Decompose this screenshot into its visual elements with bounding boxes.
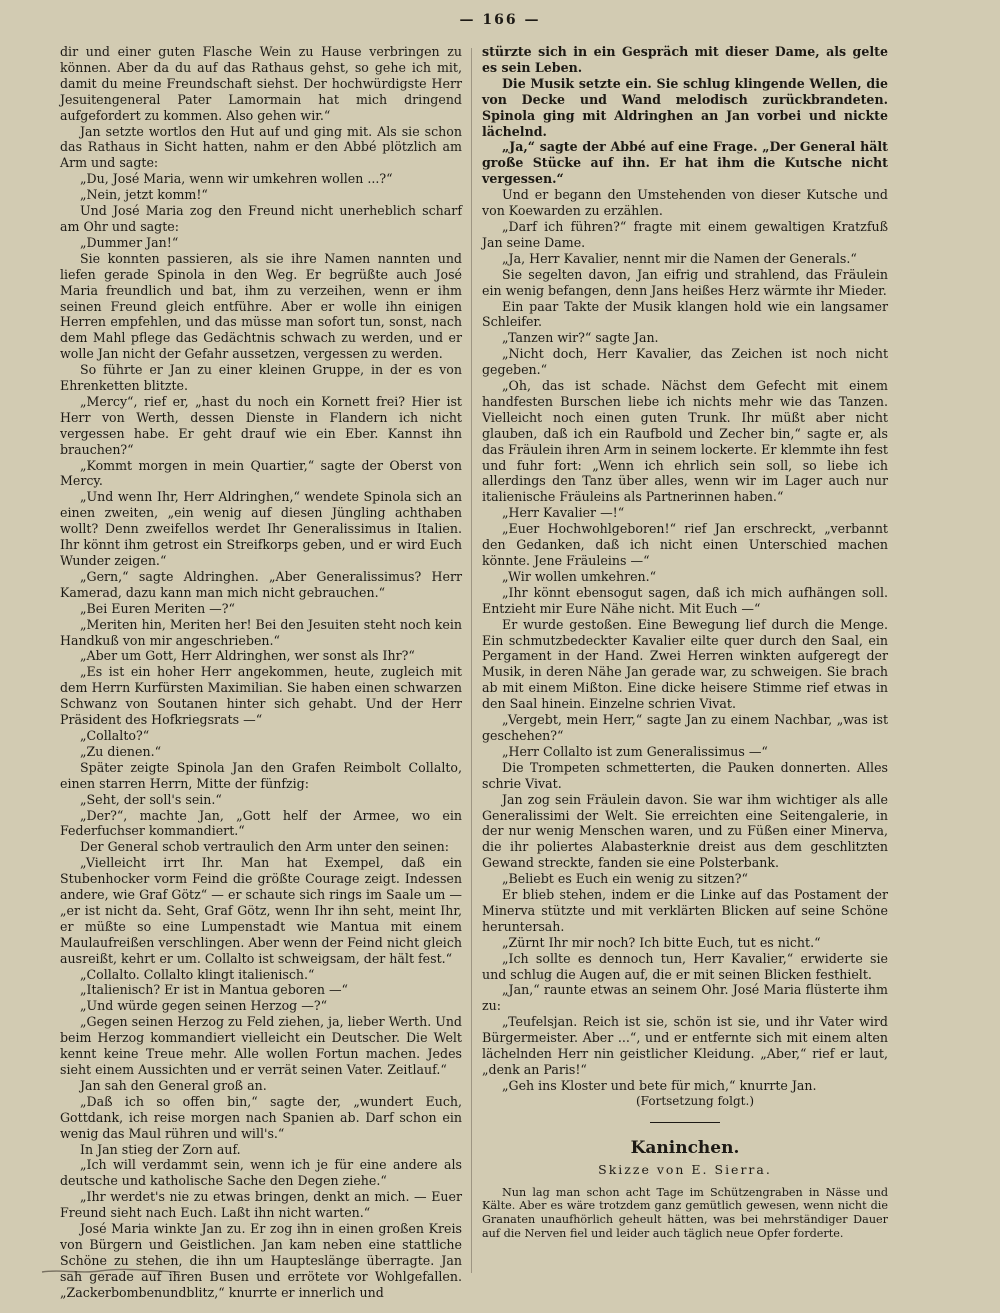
paragraph: „Der?“, machte Jan, „Gott helf der Armee, wo ein Federfuchser kommandiert.“ [60,807,462,839]
column-rule [471,48,472,1273]
paragraph: „Und würde gegen seinen Herzog —?“ [80,998,328,1014]
paragraph: „Ja,“ sagte der Abbé auf eine Frage. „Der General hält große Stücke auf ihn. Er hat ihm die Kutsche nicht vergessen.“ [482,139,888,187]
paragraph: José Maria winkte Jan zu. Er zog ihn in einen großen Kreis von Bürgern und Geistlichen. Jan kam neben eine stattliche Schöne zu stehen, die ihn um Haupteslänge überragte. Jan sah gerade auf ihren Busen und errötete vor Wohlgefallen. „Zackerbombenundblitz,“ knurrte er innerlich und [60,1221,462,1300]
paragraph: Er wurde gestoßen. Eine Bewegung lief durch die Menge. Ein schmutzbedeckter Kavalier eilte quer durch den Saal, ein Pergament in der Hand. Zwei Herren winkten aufgeregt der Musik, in deren Nähe Jan gerade war, zu schweigen. Sie brach ab mit einem Mißton. Eine dicke heisere Stimme rief etwas in den Saal hinein. Einzelne schrien Vivat. [482,616,888,712]
page-number: — 166 — [459,12,541,28]
paragraph: Der General schob vertraulich den Arm unter den seinen: [80,839,449,855]
story-byline: Skizze von E. Sierra. [598,1161,772,1177]
paragraph: „Collalto?“ [80,727,150,743]
paragraph: „Geh ins Kloster und bete für mich,“ knurrte Jan. [502,1077,817,1093]
story-paragraph: Nun lag man schon acht Tage im Schützengraben in Nässe und Kälte. Aber es wäre trotzdem ganz gemütlich gewesen, wenn nicht die Granaten unaufhörlich geheult hätten, was bei mehrständiger Dauer auf die Nerven fiel und leider auch täglich neue Opfer forderte. [482,1185,888,1240]
paragraph: „Es ist ein hoher Herr angekommen, heute, zugleich mit dem Herrn Kurfürsten Maximilian. Sie haben einen schwarzen Schwanz von Soutanen hinter sich gehabt. Und der Herr Präsident des Hofkriegsrats —“ [60,664,462,728]
paragraph: stürzte sich in ein Gespräch mit dieser Dame, als gelte es sein Leben. [482,44,888,75]
paragraph: Jan setzte wortlos den Hut auf und ging mit. Als sie schon das Rathaus in Sicht hatten, nahm er den Abbé plötzlich am Arm und sagte: [60,123,462,171]
paragraph: „Euer Hochwohlgeboren!“ rief Jan erschreckt, „verbannt den Gedanken, daß ich nicht einen Unterschied machen könnte. Jene Fräuleins —“ [482,521,888,568]
paragraph: „Und wenn Ihr, Herr Aldringhen,“ wendete Spinola sich an einen zweiten, „ein wenig auf diesen Jüngling achthaben wollt? Denn zweifellos werdet Ihr Generalissimus in Italien. Ihr könnt ihm getrost ein Streifkorps geben, und er wird Euch Wunder zeigen.“ [60,489,462,568]
paragraph: „Teufelsjan. Reich ist sie, schön ist sie, und ihr Vater wird Bürgermeister. Aber ...“, und er entfernte sich mit einem alten lächelnden Herr nin geistlicher Kleidung. „Aber,“ rief er laut, „denk an Paris!“ [482,1014,888,1077]
paragraph: „Darf ich führen?“ fragte mit einem gewaltigen Kratzfuß Jan seine Dame. [482,218,888,250]
paragraph: „Gern,“ sagte Aldringhen. „Aber Generalissimus? Herr Kamerad, dazu kann man mich nicht gebrauchen.“ [60,568,462,600]
paragraph: „Collalto. Collalto klingt italienisch.“ [80,966,315,982]
paragraph: Sie konnten passieren, als sie ihre Namen nannten und liefen gerade Spinola in den Weg. Er begrüßte auch José Maria freundlich und bat, ihm zu verzeihen, wenn er ihm seinen Freund gleich entführe. Aber er wolle ihn einigen Herren empfehlen, und das müsse man sofort tun, sonst, nach dem Mahl pflege das Gedächtnis schwach zu werden, und er wolle Jan nicht der Gefahr aussetzen, vergessen zu werden. [60,250,462,362]
paragraph: „Aber um Gott, Herr Aldringhen, wer sonst als Ihr?“ [80,648,415,664]
margin-scribble [40,1265,190,1277]
paragraph: „Vielleicht irrt Ihr. Man hat Exempel, daß ein Stubenhocker vorm Feind die größte Courage zeigt. Indessen andere, wie Graf Götz“ — er schaute sich rings im Saale um — „er ist nicht da. Seht, Graf Götz, wenn Ihr ihn seht, meint Ihr, er müßte so eine Lumpenstadt wie Mantua mit einem Maulaufreißen verschlingen. Aber wenn der Feind nicht gleich ausreißt, kehrt er um. Collalto ist schweigsam, der hält fest.“ [60,855,462,966]
story-title: Kaninchen. [630,1137,740,1158]
paragraph: Sie segelten davon, Jan eifrig und strahlend, das Fräulein ein wenig befangen, denn Jans heißes Herz wärmte ihr Mieder. [482,266,888,298]
paragraph: „Herr Kavalier —!“ [502,505,625,521]
paragraph: Er blieb stehen, indem er die Linke auf das Postament der Minerva stützte und mit verklärten Blicken auf seine Schöne heruntersah. [482,887,888,934]
paragraph: „Italienisch? Er ist in Mantua geboren —“ [80,982,348,998]
paragraph: „Seht, der soll's sein.“ [80,791,222,807]
paragraph: „Zürnt Ihr mir noch? Ich bitte Euch, tut es nicht.“ [502,934,821,950]
paragraph: „Zu dienen.“ [80,743,162,759]
paragraph: Die Musik setzte ein. Sie schlug klingende Wellen, die von Decke und Wand melodisch zurückbrandeten. Spinola ging mit Aldringhen an Jan vorbei und nickte lächelnd. [482,75,888,139]
paragraph: „Nicht doch, Herr Kavalier, das Zeichen ist noch nicht gegeben.“ [482,346,888,378]
paragraph: Ein paar Takte der Musik klangen hold wie ein langsamer Schleifer. [482,298,888,330]
paragraph: „Nein, jetzt komm!“ [80,187,208,203]
paragraph: „Du, José Maria, wenn wir umkehren wollen ...?“ [80,171,393,187]
paragraph: „Herr Collalto ist zum Generalissimus —“ [502,743,768,759]
paragraph: Jan sah den General groß an. [80,1077,267,1093]
paragraph: „Daß ich so offen bin,“ sagte der, „wundert Euch, Gottdank, ich reise morgen nach Spanien ab. Darf schon ein wenig das Maul rühren und will's.“ [60,1093,462,1141]
paragraph: „Ja, Herr Kavalier, nennt mir die Namen der Generals.“ [502,250,857,266]
paragraph: „Meriten hin, Meriten her! Bei den Jesuiten steht noch kein Handkuß von mir angeschrieben.“ [60,616,462,648]
paragraph: „Kommt morgen in mein Quartier,“ sagte der Oberst von Mercy. [60,457,462,489]
paragraph: „Jan,“ raunte etwas an seinem Ohr. José Maria flüsterte ihm zu: [482,982,888,1014]
paragraph: „Oh, das ist schade. Nächst dem Gefecht mit einem handfesten Burschen liebe ich nichts mehr wie das Tanzen. Vielleicht noch einen guten Trunk. Ihr müßt aber nicht glauben, daß ich ein Raufbold und Zecher bin,“ sagte er, als das Fräulein ihren Arm in seinem lockerte. Er klemmte ihn fest und fuhr fort: „Wenn ich ehrlich sein soll, so liebe ich allerdings den Tanz über alles, wenn wir im Lager auch nur italienische Fräuleins als Partnerinnen haben.“ [482,378,888,505]
paragraph: „Vergebt, mein Herr,“ sagte Jan zu einem Nachbar, „was ist geschehen?“ [482,712,888,743]
section-divider [650,1122,720,1123]
paragraph: „Mercy“, rief er, „hast du noch ein Kornett frei? Hier ist Herr von Werth, dessen Dienste in Flandern ich nicht vergessen habe. Er geht drauf wie ein Eber. Kannst ihn brauchen?“ [60,393,462,457]
paragraph: „Ihr könnt ebensogut sagen, daß ich mich aufhängen soll. Entzieht mir Eure Nähe nicht. Mit Euch —“ [482,584,888,616]
paragraph: Und José Maria zog den Freund nicht unerheblich scharf am Ohr und sagte: [60,203,462,234]
paragraph: „Dummer Jan!“ [80,234,179,250]
paragraph: „Beliebt es Euch ein wenig zu sitzen?“ [502,871,748,887]
paragraph: dir und einer guten Flasche Wein zu Hause verbringen zu können. Aber da du auf das Rathaus gehst, so gehe ich mit, damit du meine Freundschaft siehst. Der hochwürdigste Herr Jesuitengeneral Pater Lamormain hat mich dringend aufgefordert zu kommen. Also gehen wir.“ [60,44,462,123]
left-column [60,44,462,1301]
paragraph: „Ich sollte es dennoch tun, Herr Kavalier,“ erwiderte sie und schlug die Augen auf, die er mit seinen Blicken festhielt. [482,950,888,982]
paragraph: „Tanzen wir?“ sagte Jan. [502,330,659,346]
paragraph: „Ich will verdammt sein, wenn ich je für eine andere als deutsche und katholische Sache den Degen ziehe.“ [60,1157,462,1189]
paragraph: „Bei Euren Meriten —?“ [80,600,235,616]
paragraph: „Wir wollen umkehren.“ [502,568,657,584]
right-column [482,44,888,1241]
paragraph: Jan zog sein Fräulein davon. Sie war ihm wichtiger als alle Generalissimi der Welt. Sie erreichten eine Seitengalerie, in der nur wenig Menschen waren, und zu Füßen einer Minerva, die ihr poliertes Alabasterknie dreist aus dem geschlitzten Gewand streckte, fanden sie eine Polsterbank. [482,791,888,871]
paragraph: „Ihr werdet's nie zu etwas bringen, denkt an mich. — Euer Freund sieht nach Euch. Laßt ihn nicht warten.“ [60,1189,462,1221]
paragraph: So führte er Jan zu einer kleinen Gruppe, in der es von Ehrenketten blitzte. [60,362,462,394]
to-be-continued-note: (Fortsetzung folgt.) [636,1093,754,1108]
paragraph: Später zeigte Spinola Jan den Grafen Reimbolt Collalto, einen starren Herrn, Mitte der fünfzig: [60,759,462,791]
paragraph: Die Trompeten schmetterten, die Pauken donnerten. Alles schrie Vivat. [482,759,888,791]
paragraph: Und er begann den Umstehenden von dieser Kutsche und von Koewarden zu erzählen. [482,187,888,219]
paragraph: In Jan stieg der Zorn auf. [80,1141,241,1157]
paragraph: „Gegen seinen Herzog zu Feld ziehen, ja, lieber Werth. Und beim Herzog kommandiert vielleicht ein Deutscher. Die Welt kennt keine Treue mehr. Alle wollen Fortun machen. Jedes sieht einem Aussichten und er verrät seinen Vater. Zeitlauf.“ [60,1014,462,1077]
